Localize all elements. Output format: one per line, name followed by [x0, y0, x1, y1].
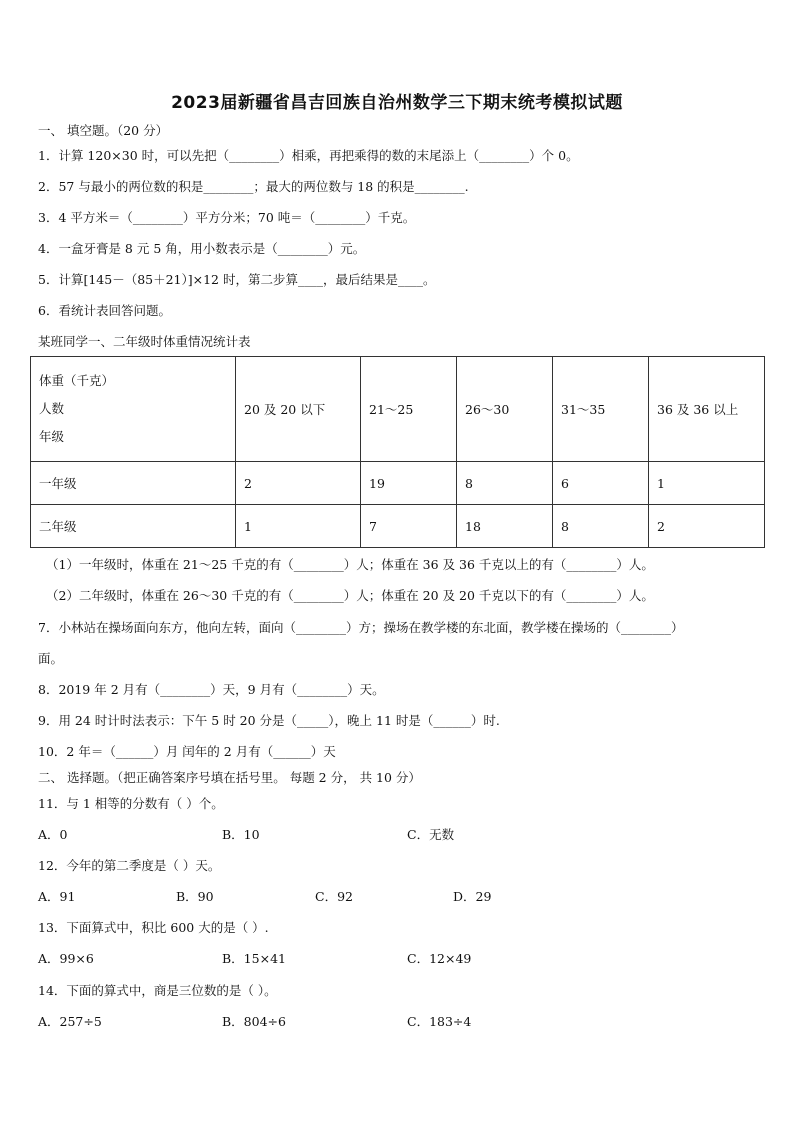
table-header-cell: 20 及 20 以下: [236, 357, 361, 462]
q11-option-b: B．10: [222, 827, 260, 842]
q12-option-d: D．29: [453, 889, 492, 904]
q12-option-c: C．92: [315, 889, 353, 904]
question-2: 2．57 与最小的两位数的积是________；最大的两位数与 18 的积是________.: [38, 179, 469, 194]
corner-label-weight: 体重（千克）: [39, 373, 115, 388]
table-cell: 18: [457, 505, 553, 548]
table-cell: 8: [553, 505, 649, 548]
table-cell: 1: [236, 505, 361, 548]
q12-option-a: A．91: [38, 889, 76, 904]
q13-option-b: B．15×41: [222, 951, 286, 966]
table-corner-cell: [31, 357, 236, 462]
table-cell: 6: [553, 462, 649, 505]
question-6-part-1: （1）一年级时，体重在 21～25 千克的有（________）人；体重在 36 及 36 千克以上的有（________）人。: [46, 557, 654, 572]
question-14: 14．下面的算式中，商是三位数的是（ ）。: [38, 983, 277, 998]
row-label: 一年级: [31, 462, 236, 505]
q13-option-c: C．12×49: [407, 951, 472, 966]
table-header-cell: 36 及 36 以上: [649, 357, 765, 462]
table-header-row: [31, 357, 765, 462]
question-13: 13．下面算式中，积比 600 大的是（ ）.: [38, 920, 269, 935]
table-caption: 某班同学一、二年级时体重情况统计表: [38, 334, 251, 349]
question-10: 10．2 年＝（______）月 闰年的 2 月有（______）天: [38, 744, 336, 759]
q14-option-a: A．257÷5: [38, 1014, 102, 1029]
corner-label-grade: 年级: [39, 429, 65, 444]
question-6-part-2: （2）二年级时，体重在 26～30 千克的有（________）人；体重在 20 及 20 千克以下的有（________）人。: [46, 588, 654, 603]
section-multiple-choice-heading: 二、 选择题。（把正确答案序号填在括号里。 每题 2 分， 共 10 分）: [38, 770, 421, 785]
question-3: 3．4 平方米＝（________）平方分米；70 吨＝（________）千克。: [38, 210, 416, 225]
q14-option-b: B．804÷6: [222, 1014, 286, 1029]
table-cell: 19: [361, 462, 457, 505]
weight-statistics-table: [30, 356, 765, 548]
table-row: [31, 505, 765, 548]
q13-option-a: A．99×6: [38, 951, 94, 966]
question-11: 11．与 1 相等的分数有（ ）个。: [38, 796, 224, 811]
table-cell: 7: [361, 505, 457, 548]
section-fill-blank-heading: 一、 填空题。（20 分）: [38, 123, 169, 138]
question-12: 12．今年的第二季度是（ ）天。: [38, 858, 221, 873]
table-row: [31, 462, 765, 505]
question-8: 8．2019 年 2 月有（________）天，9 月有（________）天。: [38, 682, 385, 697]
table-cell: 8: [457, 462, 553, 505]
table-cell: 2: [649, 505, 765, 548]
q14-option-c: C．183÷4: [407, 1014, 472, 1029]
row-label: 二年级: [31, 505, 236, 548]
page-title: 2023届新疆省昌吉回族自治州数学三下期末统考模拟试题: [171, 93, 623, 113]
question-7-continued: 面。: [38, 651, 64, 666]
question-9: 9．用 24 时计时法表示：下午 5 时 20 分是（_____），晚上 11 时是（______）时.: [38, 713, 500, 728]
table-header-cell: 21～25: [361, 357, 457, 462]
corner-label-count: 人数: [39, 401, 65, 416]
question-7: 7．小林站在操场面向东方，他向左转，面向（________）方；操场在教学楼的东北面，教学楼在操场的（________）: [38, 620, 684, 635]
question-4: 4．一盒牙膏是 8 元 5 角，用小数表示是（________）元。: [38, 241, 366, 256]
table-header-cell: 26～30: [457, 357, 553, 462]
question-5: 5．计算[145－（85＋21）]×12 时，第二步算____，最后结果是____。: [38, 272, 436, 287]
question-6: 6．看统计表回答问题。: [38, 303, 171, 318]
q12-option-b: B．90: [176, 889, 214, 904]
table-cell: 2: [236, 462, 361, 505]
q11-option-c: C．无数: [407, 827, 455, 842]
table-cell: 1: [649, 462, 765, 505]
q11-option-a: A．0: [38, 827, 68, 842]
table-header-cell: 31～35: [553, 357, 649, 462]
question-1: 1．计算 120×30 时，可以先把（________）相乘，再把乘得的数的末尾添上（________）个 0。: [38, 148, 579, 163]
